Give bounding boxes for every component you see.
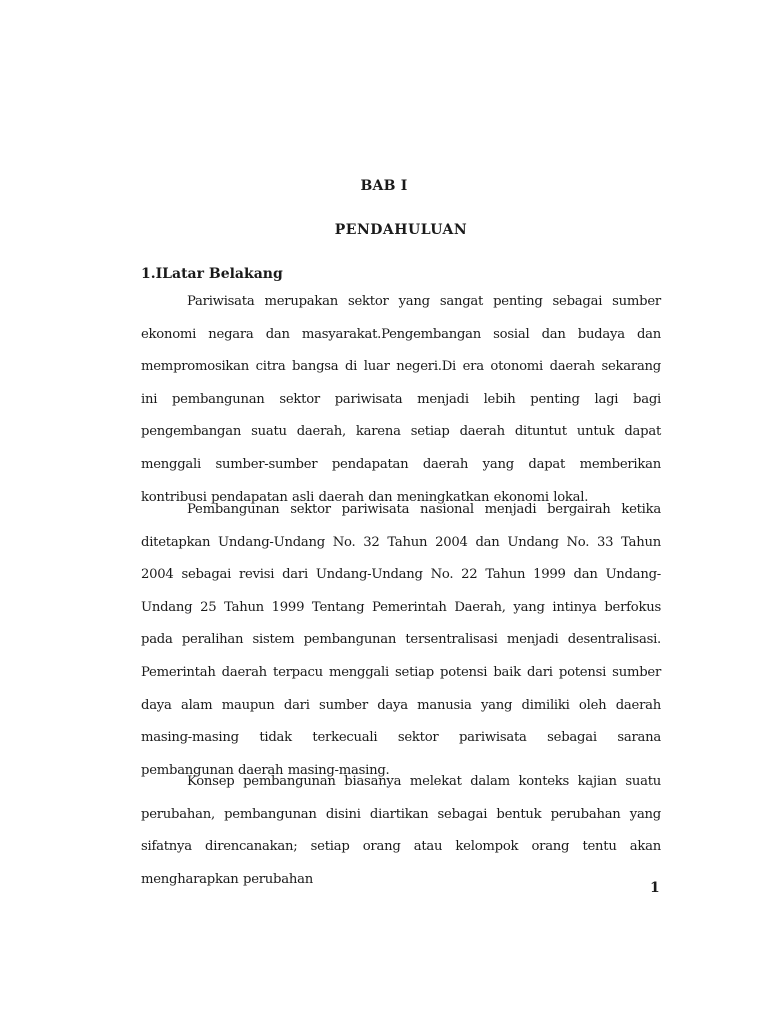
body-paragraph: Konsep pembangunan biasanya melekat dalam konteks kajian suatu perubahan, pembangunan disini diartikan sebagai bentuk perubahan yang sifatnya direncanakan; setiap orang atau kelompok orang tentu akan mengharapkan perubahan <box>141 774 661 887</box>
section-heading: 1.ILatar Belakang <box>141 266 283 282</box>
body-paragraph: Pembangunan sektor pariwisata nasional menjadi bergairah ketika ditetapkan Undang-Undang No. 32 Tahun 2004 dan Undang No. 33 Tahun 2004 sebagai revisi dari Undang-Undang No. 22 Tahun 1999 dan Undang-Undang 25 Tahun 1999 Tentang Pemerintah Daerah, yang intinya berfokus pada peralihan sistem pembangunan tersentralisasi menjadi desentralisasi. Pemerintah daerah terpacu menggali setiap potensi baik dari potensi sumber daya alam maupun dari sumber daya manusia yang dimiliki oleh daerah masing-masing tidak terkecuali sektor pariwisata sebagai sarana pembangunan daerah masing-masing. <box>141 502 661 778</box>
body-paragraph: Pariwisata merupakan sektor yang sangat penting sebagai sumber ekonomi negara dan masyarakat.Pengembangan sosial dan budaya dan mempromosikan citra bangsa di luar negeri.Di era otonomi daerah sekarang ini pembangunan sektor pariwisata menjadi lebih penting lagi bagi pengembangan suatu daerah, karena setiap daerah dituntut untuk dapat menggali sumber-sumber pendapatan daerah yang dapat memberikan kontribusi pendapatan asli daerah dan meningkatkan ekonomi lokal. <box>141 294 661 505</box>
chapter-title: PENDAHULUAN <box>334 222 468 238</box>
page-number: 1 <box>650 880 660 896</box>
chapter-label: BAB I <box>360 178 408 194</box>
